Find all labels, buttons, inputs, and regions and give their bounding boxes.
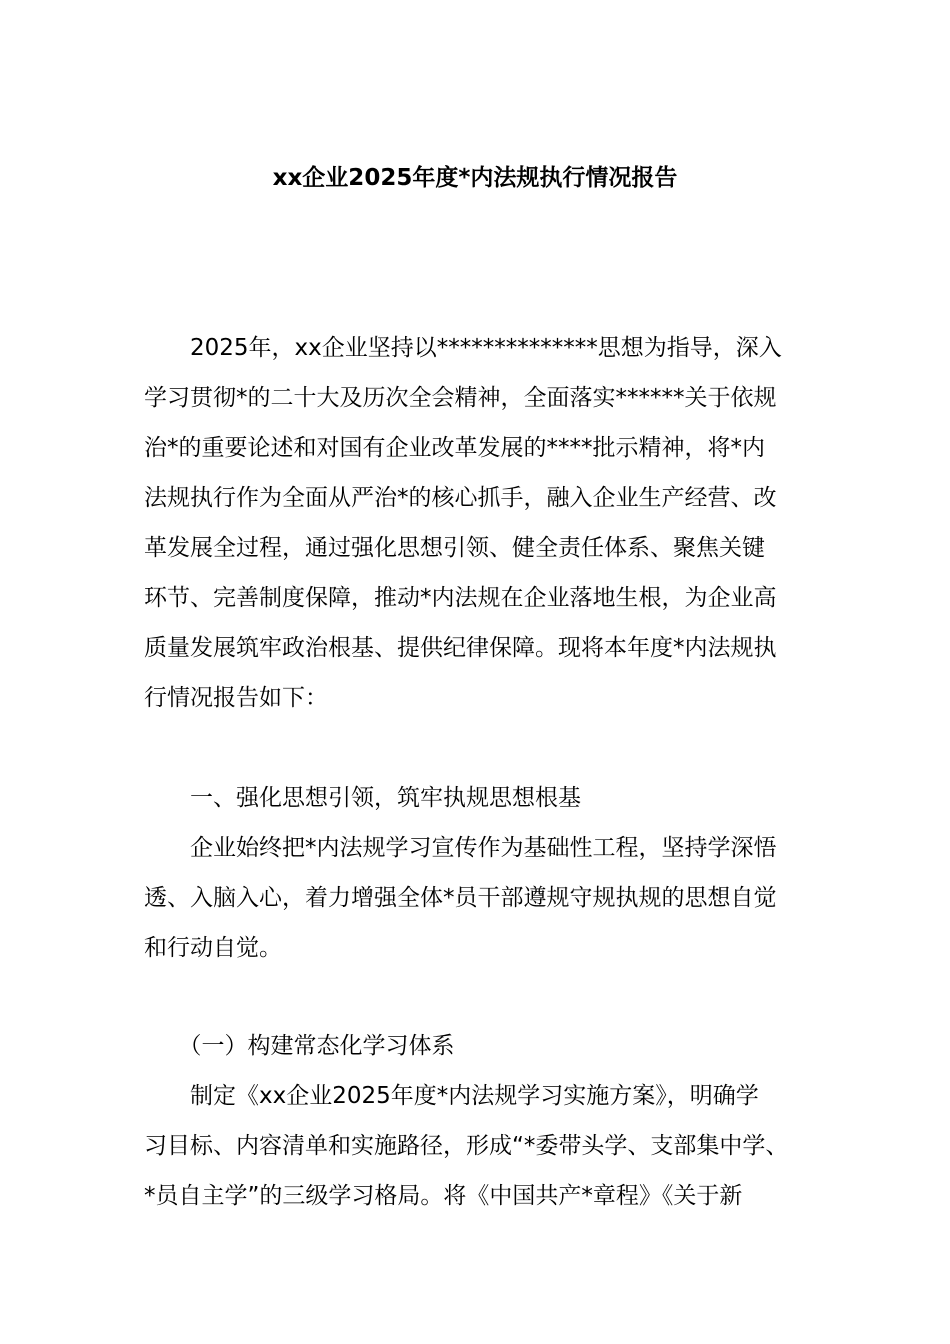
intro-line: 法规执行作为全面从严治*的核心抓手，融入企业生产经营、改 [144,485,777,511]
intro-line: 学习贯彻*的二十大及历次全会精神，全面落实******关于依规 [144,385,777,411]
subsection-line: 习目标、内容清单和实施路径，形成“*委带头学、支部集中学、 [144,1133,789,1159]
intro-line: 治*的重要论述和对国有企业改革发展的****批示精神，将*内 [144,435,765,461]
subsection-line: *员自主学”的三级学习格局。将《中国共产*章程》《关于新 [144,1183,743,1209]
document-title: xx企业2025年度*内法规执行情况报告 [272,165,678,191]
intro-line: 环节、完善制度保障，推动*内法规在企业落地生根，为企业高 [144,585,777,611]
intro-line: 质量发展筑牢政治根基、提供纪律保障。现将本年度*内法规执 [144,635,777,661]
section-line: 透、入脑入心，着力增强全体*员干部遵规守规执规的思想自觉 [144,885,777,911]
intro-line: 2025年，xx企业坚持以**************思想为指导，深入 [144,335,782,361]
subsection-heading: （一）构建常态化学习体系 [144,1033,455,1059]
subsection-line: 制定《xx企业2025年度*内法规学习实施方案》，明确学 [144,1083,759,1109]
section-line: 和行动自觉。 [144,935,282,961]
section-heading: 一、强化思想引领，筑牢执规思想根基 [144,785,581,811]
section-line: 企业始终把*内法规学习宣传作为基础性工程，坚持学深悟 [144,835,777,861]
intro-line: 行情况报告如下： [144,685,328,711]
intro-line: 革发展全过程，通过强化思想引领、健全责任体系、聚焦关键 [144,535,765,561]
